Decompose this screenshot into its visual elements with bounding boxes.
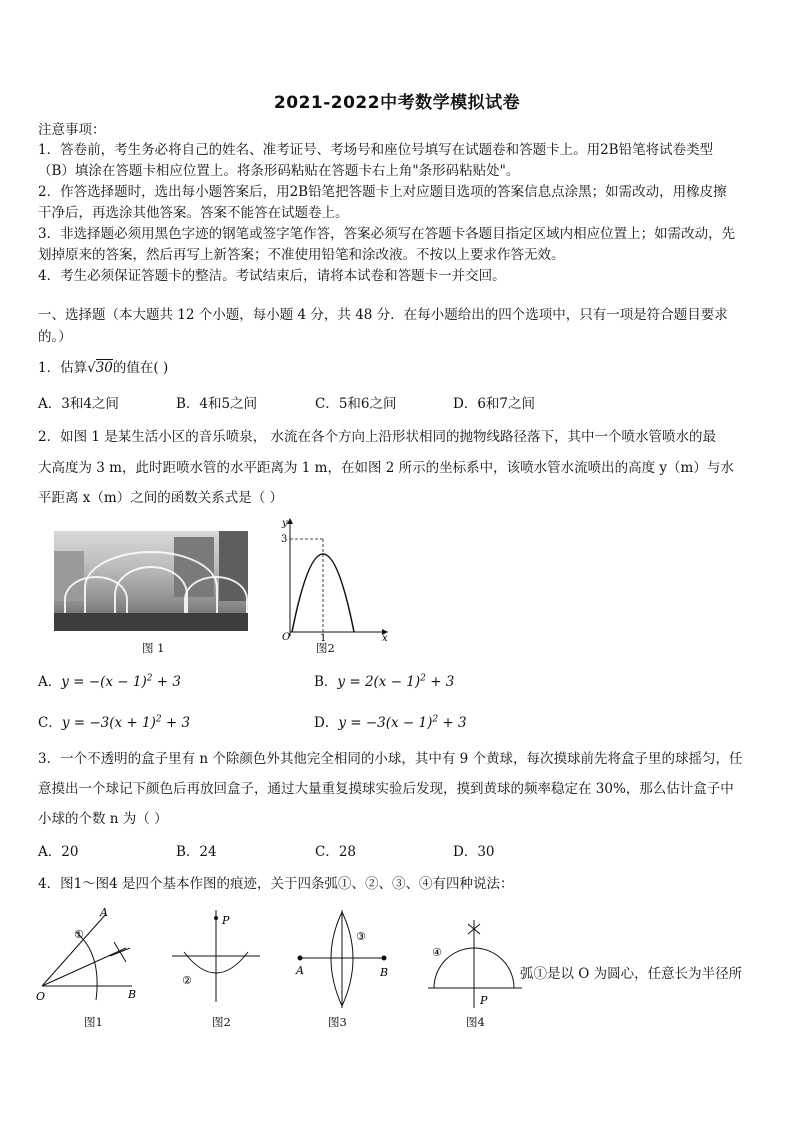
fig1-caption: 图 1 — [142, 641, 165, 655]
q1-option-a[interactable]: A．3和4之间 — [38, 396, 119, 412]
q3-option-b[interactable]: B．24 — [176, 844, 217, 860]
notice-item: 1．答卷前，考生务必将自己的姓名、准考证号、考场号和座位号填写在试题卷和答题卡上。用2B铅笔将试卷类型 — [38, 142, 714, 158]
y-axis-arrow — [287, 518, 293, 524]
bisector-ray — [42, 948, 126, 986]
peak-x-label: 1 — [320, 633, 327, 642]
notice-item: 3．非选择题必须用黑色字迹的钢笔或签字笔作答，答案必须写在答题卡各题目指定区域内相应位置上；如需改动，先 — [38, 226, 736, 242]
q2-option-a[interactable]: A．$y = -(x - 1)^2 + 3$ — [38, 673, 181, 690]
q1-suffix: 的值在( ) — [112, 360, 169, 376]
point-b — [382, 956, 387, 961]
arc-mark — [110, 948, 130, 956]
arc-label: ① — [74, 928, 84, 941]
fig2-perpendicular — [170, 906, 262, 1006]
point-a — [298, 956, 303, 961]
question-2-cont: 大高度为 3 m，此时距喷水管的水平距离为 1 m，在如图 2 所示的坐标系中，该喷水管水流喷出的高度 y（m）与水 — [38, 460, 734, 476]
question-2-cont: 平距离 x（m）之间的函数关系式是（ ） — [38, 490, 283, 506]
question-3: 3．一个不透明的盒子里有 n 个除颜色外其他完全相同的小球，其中有 9 个黄球，每次摸球前先将盒子里的球摇匀，任 — [38, 751, 743, 767]
q2-option-d[interactable]: D．$y = -3(x - 1)^2 + 3$ — [314, 714, 467, 731]
point-a-label: A — [296, 964, 304, 977]
fig4-perpendicular-at-point — [426, 914, 526, 1014]
question-3-cont: 小球的个数 n 为（ ） — [38, 811, 168, 827]
page-title: 2021-2022中考数学模拟试卷 — [273, 93, 521, 113]
x-axis-label: x — [382, 633, 388, 642]
sqrt-symbol: √ — [87, 360, 96, 376]
q1-option-c[interactable]: C．5和6之间 — [315, 396, 397, 412]
notice-item: （B）填涂在答题卡相应位置上。将条形码粘贴在答题卡右上角"条形码粘贴处"。 — [38, 163, 520, 179]
q2-option-c[interactable]: C．$y = -3(x + 1)^2 + 3$ — [38, 714, 191, 731]
arc-label: ② — [182, 974, 192, 987]
fig1-angle-bisector — [34, 904, 146, 1004]
q2-option-b[interactable]: B．$y = 2(x - 1)^2 + 3$ — [314, 673, 455, 690]
peak-y-label: 3 — [281, 534, 288, 545]
fig-caption: 图1 — [84, 1015, 103, 1029]
fig-caption: 图4 — [466, 1015, 485, 1029]
parabola-graph — [278, 514, 393, 642]
arc-label: ③ — [356, 930, 366, 943]
point-b-label: B — [128, 988, 137, 1001]
arc-right — [342, 912, 353, 1006]
point-p-label: P — [222, 914, 230, 927]
notice-item: 4．考生必须保证答题卡的整洁。考试结束后，请将本试卷和答题卡一并交回。 — [38, 268, 506, 284]
origin-label: O — [282, 632, 291, 642]
section-heading-cont: 的。） — [38, 329, 72, 345]
point-a-label: A — [100, 906, 108, 919]
point-p — [214, 916, 218, 920]
section-heading: 一、选择题（本大题共 12 个小题，每小题 4 分，共 48 分．在每小题给出的四个选项中，只有一项是符合题目要求 — [38, 307, 728, 323]
q1-option-d[interactable]: D．6和7之间 — [453, 396, 536, 412]
q3-option-c[interactable]: C．28 — [315, 844, 357, 860]
fig-caption: 图2 — [212, 1015, 231, 1029]
question-4: 4．图1～图4 是四个基本作图的痕迹，关于四条弧①、②、③、④有四种说法： — [38, 876, 514, 892]
question-3-cont: 意摸出一个球记下颜色后再放回盒子，通过大量重复摸球实验后发现，摸到黄球的频率稳定在 30%，那么估计盒子中 — [38, 781, 734, 797]
question-1 — [38, 358, 763, 379]
point-b-label: B — [380, 966, 389, 979]
notice-heading: 注意事项： — [38, 122, 106, 138]
arc-left — [331, 912, 342, 1006]
notice-item: 2．作答选择题时，选出每小题答案后，用2B铅笔把答题卡上对应题目选项的答案信息点涂黑；如需改动，用橡皮擦 — [38, 184, 727, 200]
point-p-label: P — [480, 994, 488, 1007]
fig-caption: 图3 — [328, 1015, 347, 1029]
q1-prefix: 1．估算 — [38, 360, 88, 376]
q4-side-text: 弧①是以 O 为圆心，任意长为半径所 — [520, 966, 743, 982]
q1-option-b[interactable]: B．4和5之间 — [176, 396, 258, 412]
notice-item: 干净后，再选涂其他答案。答案不能答在试题卷上。 — [38, 205, 349, 221]
arc-label: ④ — [432, 946, 442, 959]
y-axis-label: y — [282, 518, 288, 529]
fig3-perpendicular-bisector — [292, 906, 396, 1010]
question-2: 2．如图 1 是某生活小区的音乐喷泉， 水流在各个方向上沿形状相同的抛物线路径落下，其中一个喷水管喷水的最 — [38, 429, 717, 445]
point-o-label: O — [36, 990, 46, 1003]
fig2-caption: 图2 — [316, 641, 335, 655]
fountain-photo — [54, 531, 248, 631]
notice-item: 划掉原来的答案，然后再写上新答案；不准使用铅笔和涂改液。不按以上要求作答无效。 — [38, 247, 565, 263]
q1-radicand: 30 — [95, 360, 113, 376]
q3-option-a[interactable]: A．20 — [38, 844, 79, 860]
q3-option-d[interactable]: D．30 — [453, 844, 495, 860]
